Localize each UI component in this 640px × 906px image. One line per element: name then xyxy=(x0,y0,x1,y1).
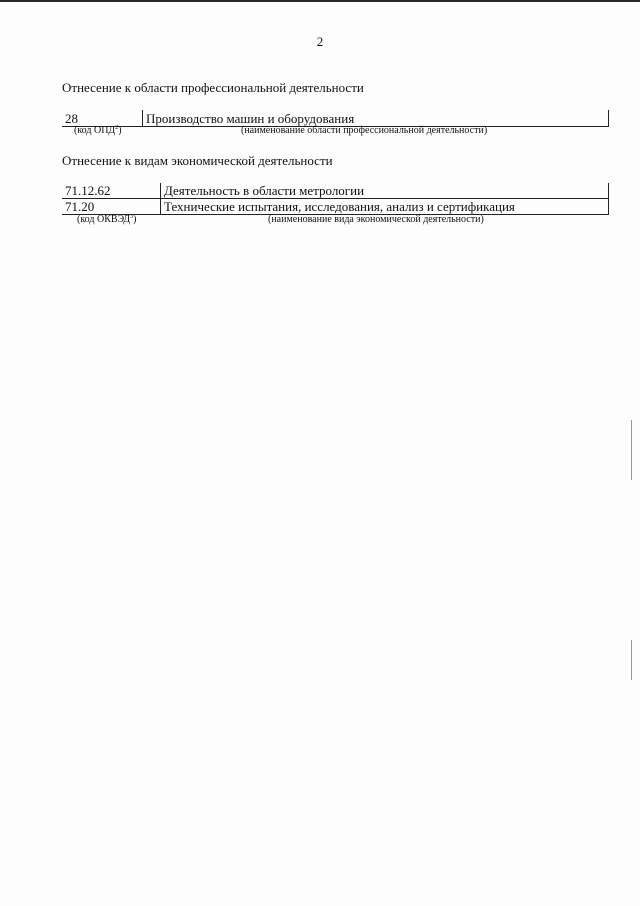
okved-code-caption: (код ОКВЭД$^3$) xyxy=(77,214,137,225)
opd-name-caption: (наименование области профессиональной деятельности) xyxy=(241,125,488,136)
scan-artifact xyxy=(631,420,632,480)
okved-code-cell: 71.20 xyxy=(62,199,161,215)
table-row xyxy=(62,183,609,199)
opd-code-cell: 28 xyxy=(62,110,143,127)
okved-name-cell: Деятельность в области метрологии xyxy=(161,183,609,199)
okved-name-caption: (наименование вида экономической деятельности) xyxy=(268,214,484,225)
footnote-mark: 3 xyxy=(130,214,134,220)
okved-name-cell: Технические испытания, исследования, анализ и сертификация xyxy=(161,199,609,215)
table-row xyxy=(62,199,609,215)
page-number: 2 xyxy=(316,34,324,49)
footnote-mark: 2 xyxy=(115,125,119,131)
economic-activity-heading: Отнесение к видам экономической деятельности xyxy=(62,153,333,168)
scan-artifact xyxy=(631,640,632,680)
opd-code-caption: (код ОПД$^2$) xyxy=(74,125,122,136)
opd-name-cell: Производство машин и оборудования xyxy=(143,110,609,127)
economic-activity-table xyxy=(62,183,609,215)
professional-area-heading: Отнесение к области профессиональной деятельности xyxy=(62,80,364,95)
okved-code-cell: 71.12.62 xyxy=(62,183,161,199)
scan-top-edge xyxy=(0,0,640,2)
